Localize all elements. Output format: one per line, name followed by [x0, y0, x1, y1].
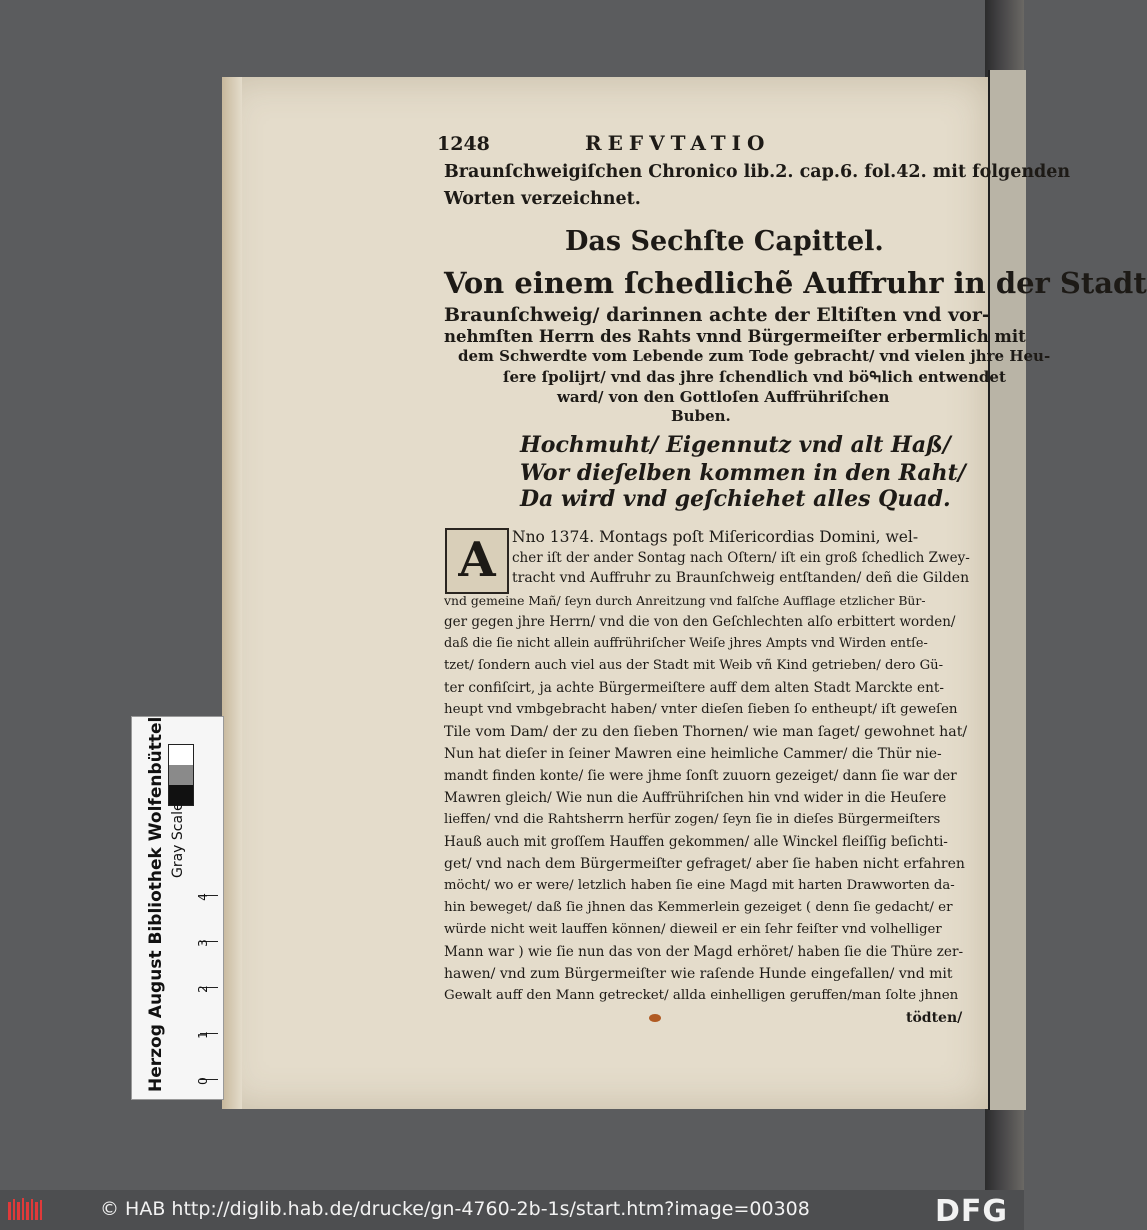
body-line: Gewalt auff den Mann getrecket/ allda einhelligen geruffen/man ſolte jhnen: [444, 988, 959, 1003]
ruler-number: 3: [195, 939, 210, 947]
library-label: Herzog August Bibliothek Wolfenbüttel: [146, 716, 166, 1092]
ruler-number: 1: [195, 1031, 210, 1039]
body-line: mandt finden konte/ ſie were jhme ſonſt zuuorn gezeiget/ dann ſie war der: [444, 768, 957, 784]
running-title: REFVTATIO: [585, 131, 771, 155]
swatch-gray: [169, 765, 193, 785]
body-line: Nno 1374. Montags poſt Miſericordias Domini, wel-: [512, 528, 919, 546]
verse-line: Wor dieſelben kommen in den Raht/: [520, 460, 966, 486]
heading-line: dem Schwerdte vom Lebende zum Tode gebracht/ vnd vielen jhre Heu-: [458, 347, 1051, 365]
copyright-link[interactable]: © HAB http://diglib.hab.de/drucke/gn-4760-2b-1s/start.htm?image=00308: [100, 1198, 810, 1220]
gray-scale-swatches: [168, 744, 194, 806]
body-line: Mann war ) wie ſie nun das von der Magd erhöret/ haben ſie die Thüre zer-: [444, 944, 964, 960]
page-edge: [222, 77, 242, 1109]
ruler-number: 4: [195, 893, 210, 901]
body-line: cher iſt der ander Sontag nach Oſtern/ iſt ein groß ſchedlich Zwey-: [512, 550, 970, 566]
ruler-number: 2: [195, 985, 210, 993]
heading-line: ward/ von den Gottloſen Auffrühriſchen: [557, 388, 890, 406]
verse-line: Hochmuht/ Eigennutz vnd alt Haß/: [520, 432, 951, 458]
barcode-icon: [6, 1196, 46, 1224]
ruler-number: 0: [195, 1077, 210, 1085]
body-line: möcht/ wo er were/ letzlich haben ſie eine Magd mit harten Drawworten da-: [444, 878, 955, 893]
body-line: würde nicht weit lauffen können/ dieweil er ein ſehr feiſter vnd volhelliger: [444, 922, 942, 937]
heading-line: Buben.: [671, 407, 731, 425]
body-line: hawen/ vnd zum Bürgermeiſter wie raſende Hunde eingefallen/ vnd mit: [444, 966, 953, 982]
intro-line: Braunſchweigiſchen Chronico lib.2. cap.6. fol.42. mit folgenden: [444, 162, 1071, 182]
page-number: 1248: [437, 133, 490, 155]
ink-smudge: [649, 1014, 661, 1022]
heading-line: Von einem ſchedlichẽ Auffruhr in der Stadt: [444, 266, 1147, 300]
verse-line: Da wird vnd geſchiehet alles Quad.: [520, 486, 951, 512]
body-line: Hauß auch mit groſſem Hauffen gekommen/ alle Winckel fleiſſig beſichti-: [444, 834, 948, 850]
heading-line: ſere ſpolijrt/ vnd das jhre ſchendlich vnd böߒlich entwendet: [503, 368, 1006, 386]
body-line: Nun hat dieſer in ſeiner Mawren eine heimliche Cammer/ die Thür nie-: [444, 746, 942, 762]
body-line: Mawren gleich/ Wie nun die Auffrühriſchen hin vnd wider in die Heuſere: [444, 790, 947, 806]
gray-scale-label: Gray Scale: [170, 802, 186, 878]
body-line: get/ vnd nach dem Bürgermeiſter gefraget/ aber ſie haben nicht erfahren: [444, 856, 965, 872]
body-line: heupt vnd vmbgebracht haben/ vnter dieſen ſieben ſo entheupt/ iſt geweſen: [444, 702, 958, 717]
body-line: hin beweget/ daß ſie jhnen das Kemmerlein gezeiget ( denn ſie gedacht/ er: [444, 900, 953, 915]
body-line: lieffen/ vnd die Rahtsherrn herfür zogen/ ſeyn ſie in dieſes Bürgermeiſters: [444, 812, 941, 827]
heading-line: nehmſten Herrn des Rahts vnnd Bürgermeiſter erbermlich mit: [444, 327, 1026, 346]
body-line: ter confiſcirt, ja achte Bürgermeiſtere auff dem alten Stadt Marckte ent-: [444, 680, 944, 696]
drop-cap: A: [445, 528, 509, 594]
catchword: tödten/: [906, 1010, 963, 1026]
swatch-white: [169, 745, 193, 765]
dfg-logo: DFG: [935, 1194, 1009, 1229]
body-line: tracht vnd Auffruhr zu Braunſchweig entſtanden/ deñ die Gilden: [512, 570, 970, 586]
body-line: tzet/ ſondern auch viel aus der Stadt mit Weib vñ Kind getrieben/ dero Gü-: [444, 658, 944, 673]
body-line: daß die ſie nicht allein auffrühriſcher Weiſe jhres Ampts vnd Wirden entſe-: [444, 636, 928, 651]
adjacent-page: [988, 70, 1026, 1110]
intro-line: Worten verzeichnet.: [444, 189, 641, 209]
body-line: Tile vom Dam/ der zu den ſieben Thornen/ wie man ſaget/ gewohnet hat/: [444, 724, 968, 740]
body-line: vnd gemeine Mañ/ ſeyn durch Anreitzung vnd falſche Aufflage etzlicher Bür-: [444, 593, 926, 608]
body-line: ger gegen jhre Herrn/ vnd die von den Geſchlechten alſo erbittert worden/: [444, 614, 956, 630]
chapter-title: Das Sechſte Capittel.: [565, 226, 884, 257]
heading-line: Braunſchweig/ darinnen achte der Eltiſten vnd vor-: [444, 304, 990, 326]
